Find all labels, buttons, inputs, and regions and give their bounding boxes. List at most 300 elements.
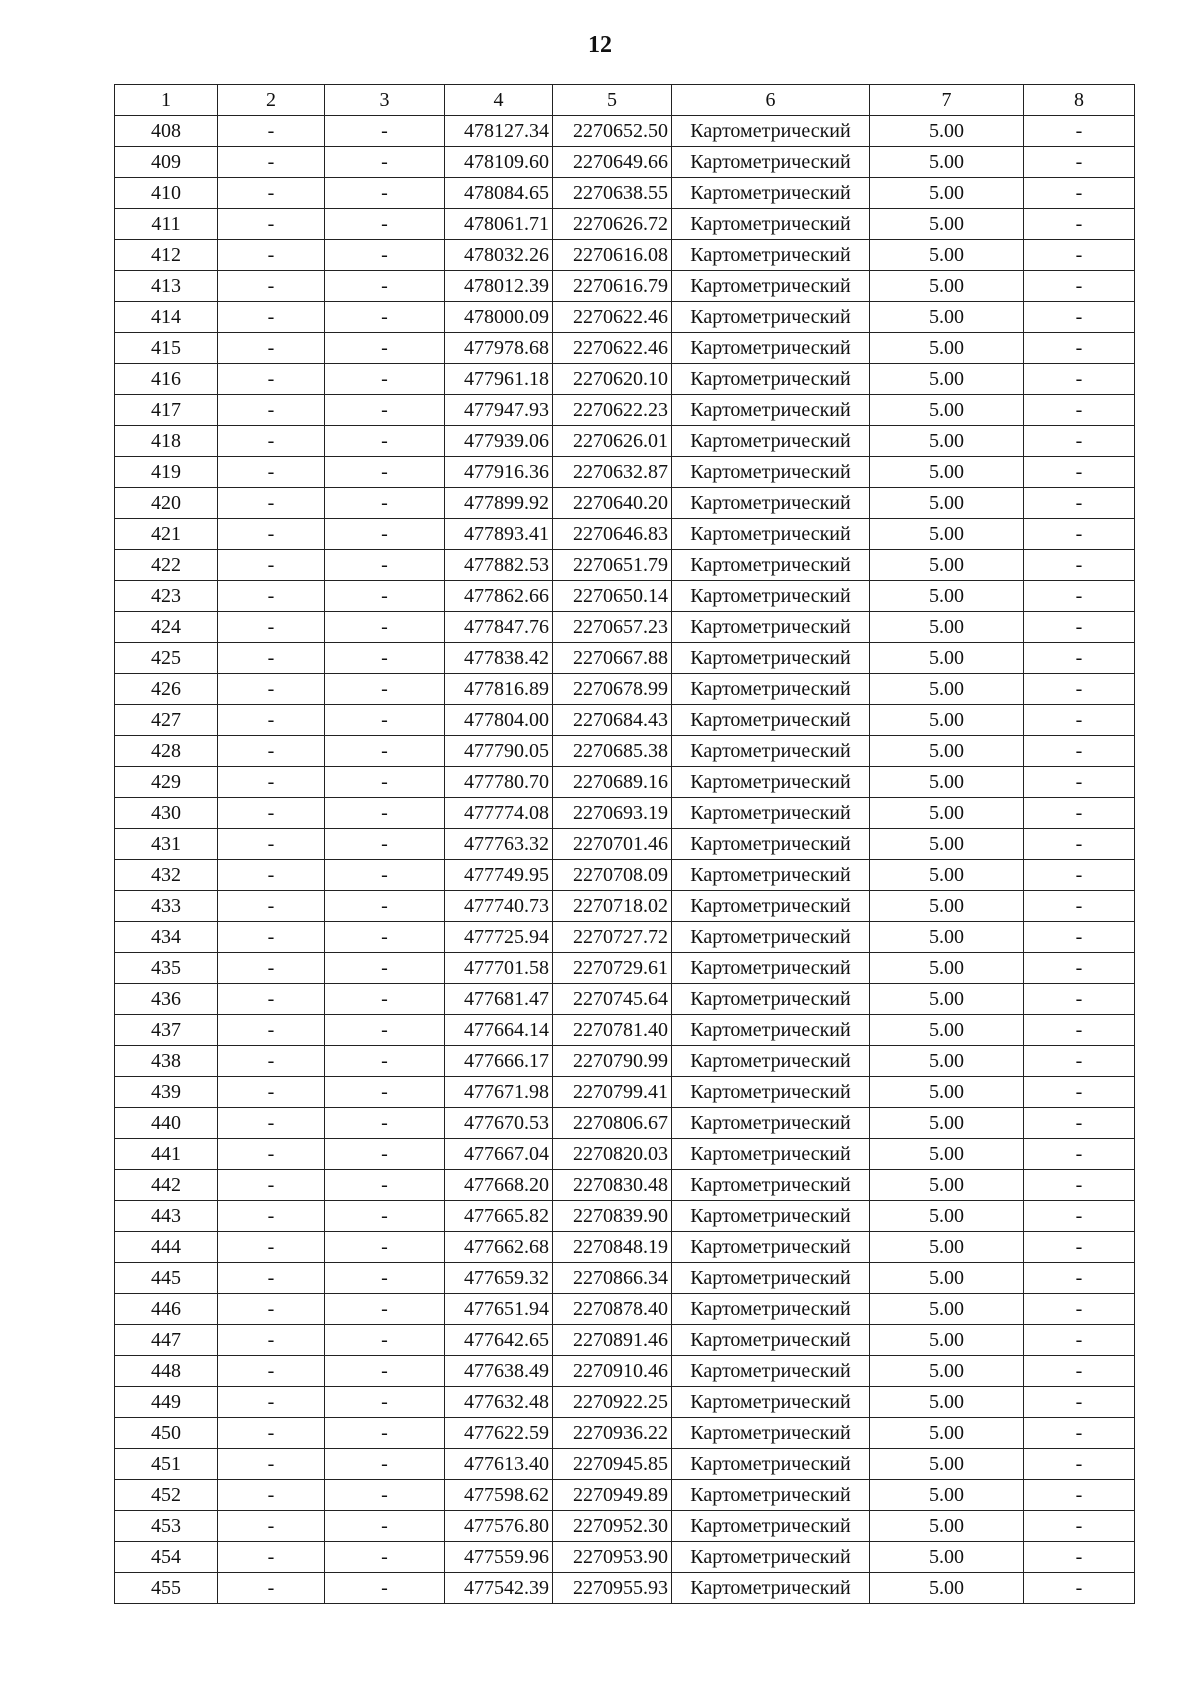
method-cell: Картометрический [672, 705, 870, 736]
y-coordinate-cell: 2270616.08 [553, 240, 672, 271]
col2-cell: - [218, 1325, 325, 1356]
col8-cell: - [1024, 302, 1135, 333]
point-number-cell: 423 [115, 581, 218, 612]
column-header-4: 4 [445, 85, 553, 116]
method-cell: Картометрический [672, 1573, 870, 1604]
col8-cell: - [1024, 643, 1135, 674]
table-row [115, 1139, 1135, 1170]
x-coordinate-cell: 477725.94 [445, 922, 553, 953]
x-coordinate-cell: 478061.71 [445, 209, 553, 240]
method-cell: Картометрический [672, 1077, 870, 1108]
col2-cell: - [218, 1263, 325, 1294]
col8-cell: - [1024, 209, 1135, 240]
accuracy-cell: 5.00 [870, 1201, 1024, 1232]
accuracy-cell: 5.00 [870, 457, 1024, 488]
accuracy-cell: 5.00 [870, 302, 1024, 333]
col2-cell: - [218, 1046, 325, 1077]
method-cell: Картометрический [672, 984, 870, 1015]
table-row [115, 1542, 1135, 1573]
col3-cell: - [325, 519, 445, 550]
table-row [115, 1480, 1135, 1511]
accuracy-cell: 5.00 [870, 767, 1024, 798]
y-coordinate-cell: 2270632.87 [553, 457, 672, 488]
x-coordinate-cell: 477659.32 [445, 1263, 553, 1294]
point-number-cell: 449 [115, 1387, 218, 1418]
col8-cell: - [1024, 922, 1135, 953]
x-coordinate-cell: 477701.58 [445, 953, 553, 984]
col2-cell: - [218, 395, 325, 426]
point-number-cell: 451 [115, 1449, 218, 1480]
y-coordinate-cell: 2270652.50 [553, 116, 672, 147]
col2-cell: - [218, 333, 325, 364]
x-coordinate-cell: 477632.48 [445, 1387, 553, 1418]
col8-cell: - [1024, 1139, 1135, 1170]
method-cell: Картометрический [672, 922, 870, 953]
col2-cell: - [218, 581, 325, 612]
col2-cell: - [218, 302, 325, 333]
x-coordinate-cell: 477576.80 [445, 1511, 553, 1542]
accuracy-cell: 5.00 [870, 891, 1024, 922]
x-coordinate-cell: 477622.59 [445, 1418, 553, 1449]
x-coordinate-cell: 477662.68 [445, 1232, 553, 1263]
point-number-cell: 427 [115, 705, 218, 736]
y-coordinate-cell: 2270684.43 [553, 705, 672, 736]
col8-cell: - [1024, 147, 1135, 178]
accuracy-cell: 5.00 [870, 1418, 1024, 1449]
y-coordinate-cell: 2270936.22 [553, 1418, 672, 1449]
point-number-cell: 419 [115, 457, 218, 488]
x-coordinate-cell: 477666.17 [445, 1046, 553, 1077]
accuracy-cell: 5.00 [870, 426, 1024, 457]
method-cell: Картометрический [672, 1170, 870, 1201]
table-row [115, 1263, 1135, 1294]
method-cell: Картометрический [672, 488, 870, 519]
x-coordinate-cell: 477774.08 [445, 798, 553, 829]
method-cell: Картометрический [672, 1325, 870, 1356]
col2-cell: - [218, 922, 325, 953]
col2-cell: - [218, 1449, 325, 1480]
table-row [115, 767, 1135, 798]
col2-cell: - [218, 178, 325, 209]
y-coordinate-cell: 2270657.23 [553, 612, 672, 643]
y-coordinate-cell: 2270650.14 [553, 581, 672, 612]
table-row [115, 922, 1135, 953]
point-number-cell: 421 [115, 519, 218, 550]
col2-cell: - [218, 953, 325, 984]
accuracy-cell: 5.00 [870, 829, 1024, 860]
x-coordinate-cell: 477947.93 [445, 395, 553, 426]
table-row [115, 705, 1135, 736]
col3-cell: - [325, 1542, 445, 1573]
accuracy-cell: 5.00 [870, 643, 1024, 674]
y-coordinate-cell: 2270626.01 [553, 426, 672, 457]
accuracy-cell: 5.00 [870, 1325, 1024, 1356]
table-row [115, 519, 1135, 550]
point-number-cell: 433 [115, 891, 218, 922]
method-cell: Картометрический [672, 1449, 870, 1480]
table-row [115, 674, 1135, 705]
table-row [115, 891, 1135, 922]
y-coordinate-cell: 2270689.16 [553, 767, 672, 798]
y-coordinate-cell: 2270891.46 [553, 1325, 672, 1356]
col3-cell: - [325, 860, 445, 891]
col2-cell: - [218, 1108, 325, 1139]
col3-cell: - [325, 271, 445, 302]
x-coordinate-cell: 477613.40 [445, 1449, 553, 1480]
col3-cell: - [325, 1356, 445, 1387]
col8-cell: - [1024, 953, 1135, 984]
point-number-cell: 429 [115, 767, 218, 798]
point-number-cell: 437 [115, 1015, 218, 1046]
point-number-cell: 442 [115, 1170, 218, 1201]
x-coordinate-cell: 477893.41 [445, 519, 553, 550]
point-number-cell: 435 [115, 953, 218, 984]
col8-cell: - [1024, 1108, 1135, 1139]
column-header-7: 7 [870, 85, 1024, 116]
accuracy-cell: 5.00 [870, 1170, 1024, 1201]
col8-cell: - [1024, 519, 1135, 550]
y-coordinate-cell: 2270910.46 [553, 1356, 672, 1387]
accuracy-cell: 5.00 [870, 860, 1024, 891]
col3-cell: - [325, 705, 445, 736]
method-cell: Картометрический [672, 147, 870, 178]
col3-cell: - [325, 1077, 445, 1108]
accuracy-cell: 5.00 [870, 581, 1024, 612]
col2-cell: - [218, 1542, 325, 1573]
accuracy-cell: 5.00 [870, 1387, 1024, 1418]
accuracy-cell: 5.00 [870, 1573, 1024, 1604]
accuracy-cell: 5.00 [870, 953, 1024, 984]
method-cell: Картометрический [672, 1263, 870, 1294]
y-coordinate-cell: 2270626.72 [553, 209, 672, 240]
y-coordinate-cell: 2270949.89 [553, 1480, 672, 1511]
table-row [115, 147, 1135, 178]
x-coordinate-cell: 477681.47 [445, 984, 553, 1015]
y-coordinate-cell: 2270729.61 [553, 953, 672, 984]
accuracy-cell: 5.00 [870, 1294, 1024, 1325]
y-coordinate-cell: 2270922.25 [553, 1387, 672, 1418]
x-coordinate-cell: 477899.92 [445, 488, 553, 519]
table-row [115, 860, 1135, 891]
x-coordinate-cell: 477763.32 [445, 829, 553, 860]
point-number-cell: 440 [115, 1108, 218, 1139]
method-cell: Картометрический [672, 767, 870, 798]
method-cell: Картометрический [672, 860, 870, 891]
col2-cell: - [218, 674, 325, 705]
point-number-cell: 412 [115, 240, 218, 271]
col3-cell: - [325, 829, 445, 860]
col2-cell: - [218, 1573, 325, 1604]
col3-cell: - [325, 1232, 445, 1263]
point-number-cell: 445 [115, 1263, 218, 1294]
col2-cell: - [218, 1511, 325, 1542]
accuracy-cell: 5.00 [870, 147, 1024, 178]
y-coordinate-cell: 2270640.20 [553, 488, 672, 519]
col8-cell: - [1024, 736, 1135, 767]
col8-cell: - [1024, 705, 1135, 736]
y-coordinate-cell: 2270945.85 [553, 1449, 672, 1480]
col8-cell: - [1024, 984, 1135, 1015]
x-coordinate-cell: 477542.39 [445, 1573, 553, 1604]
method-cell: Картометрический [672, 519, 870, 550]
point-number-cell: 424 [115, 612, 218, 643]
accuracy-cell: 5.00 [870, 922, 1024, 953]
col8-cell: - [1024, 612, 1135, 643]
table-body [115, 116, 1135, 1604]
col8-cell: - [1024, 1573, 1135, 1604]
y-coordinate-cell: 2270727.72 [553, 922, 672, 953]
col8-cell: - [1024, 1325, 1135, 1356]
col8-cell: - [1024, 674, 1135, 705]
point-number-cell: 444 [115, 1232, 218, 1263]
col2-cell: - [218, 1294, 325, 1325]
x-coordinate-cell: 478109.60 [445, 147, 553, 178]
accuracy-cell: 5.00 [870, 240, 1024, 271]
table-row [115, 1077, 1135, 1108]
table-row [115, 426, 1135, 457]
y-coordinate-cell: 2270799.41 [553, 1077, 672, 1108]
method-cell: Картометрический [672, 891, 870, 922]
col8-cell: - [1024, 550, 1135, 581]
table-row [115, 240, 1135, 271]
method-cell: Картометрический [672, 550, 870, 581]
y-coordinate-cell: 2270638.55 [553, 178, 672, 209]
col3-cell: - [325, 767, 445, 798]
point-number-cell: 447 [115, 1325, 218, 1356]
x-coordinate-cell: 477598.62 [445, 1480, 553, 1511]
method-cell: Картометрический [672, 271, 870, 302]
col3-cell: - [325, 1449, 445, 1480]
column-header-8: 8 [1024, 85, 1135, 116]
method-cell: Картометрический [672, 643, 870, 674]
table-row [115, 333, 1135, 364]
col8-cell: - [1024, 333, 1135, 364]
accuracy-cell: 5.00 [870, 1015, 1024, 1046]
table-row [115, 209, 1135, 240]
point-number-cell: 441 [115, 1139, 218, 1170]
x-coordinate-cell: 477664.14 [445, 1015, 553, 1046]
col2-cell: - [218, 271, 325, 302]
accuracy-cell: 5.00 [870, 984, 1024, 1015]
col2-cell: - [218, 1015, 325, 1046]
accuracy-cell: 5.00 [870, 395, 1024, 426]
x-coordinate-cell: 477780.70 [445, 767, 553, 798]
accuracy-cell: 5.00 [870, 736, 1024, 767]
x-coordinate-cell: 477671.98 [445, 1077, 553, 1108]
method-cell: Картометрический [672, 953, 870, 984]
table-row [115, 1201, 1135, 1232]
col2-cell: - [218, 860, 325, 891]
col8-cell: - [1024, 1480, 1135, 1511]
method-cell: Картометрический [672, 209, 870, 240]
y-coordinate-cell: 2270866.34 [553, 1263, 672, 1294]
col8-cell: - [1024, 1356, 1135, 1387]
method-cell: Картометрический [672, 674, 870, 705]
col2-cell: - [218, 1077, 325, 1108]
col8-cell: - [1024, 1449, 1135, 1480]
point-number-cell: 452 [115, 1480, 218, 1511]
table-row [115, 1108, 1135, 1139]
col8-cell: - [1024, 457, 1135, 488]
x-coordinate-cell: 477749.95 [445, 860, 553, 891]
point-number-cell: 418 [115, 426, 218, 457]
x-coordinate-cell: 477816.89 [445, 674, 553, 705]
col8-cell: - [1024, 1511, 1135, 1542]
table-row [115, 1511, 1135, 1542]
table-row [115, 302, 1135, 333]
accuracy-cell: 5.00 [870, 1232, 1024, 1263]
method-cell: Картометрический [672, 829, 870, 860]
col3-cell: - [325, 333, 445, 364]
x-coordinate-cell: 477961.18 [445, 364, 553, 395]
point-number-cell: 428 [115, 736, 218, 767]
y-coordinate-cell: 2270848.19 [553, 1232, 672, 1263]
method-cell: Картометрический [672, 1418, 870, 1449]
x-coordinate-cell: 477939.06 [445, 426, 553, 457]
y-coordinate-cell: 2270622.46 [553, 302, 672, 333]
y-coordinate-cell: 2270878.40 [553, 1294, 672, 1325]
method-cell: Картометрический [672, 1480, 870, 1511]
col8-cell: - [1024, 829, 1135, 860]
accuracy-cell: 5.00 [870, 178, 1024, 209]
col8-cell: - [1024, 1077, 1135, 1108]
col3-cell: - [325, 1263, 445, 1294]
method-cell: Картометрический [672, 1201, 870, 1232]
col3-cell: - [325, 674, 445, 705]
table-row [115, 984, 1135, 1015]
accuracy-cell: 5.00 [870, 1356, 1024, 1387]
method-cell: Картометрический [672, 457, 870, 488]
point-number-cell: 436 [115, 984, 218, 1015]
x-coordinate-cell: 478127.34 [445, 116, 553, 147]
y-coordinate-cell: 2270708.09 [553, 860, 672, 891]
col8-cell: - [1024, 395, 1135, 426]
x-coordinate-cell: 477559.96 [445, 1542, 553, 1573]
col8-cell: - [1024, 1170, 1135, 1201]
method-cell: Картометрический [672, 1046, 870, 1077]
col2-cell: - [218, 457, 325, 488]
x-coordinate-cell: 477790.05 [445, 736, 553, 767]
method-cell: Картометрический [672, 1387, 870, 1418]
accuracy-cell: 5.00 [870, 674, 1024, 705]
column-header-6: 6 [672, 85, 870, 116]
point-number-cell: 420 [115, 488, 218, 519]
accuracy-cell: 5.00 [870, 798, 1024, 829]
accuracy-cell: 5.00 [870, 488, 1024, 519]
column-header-3: 3 [325, 85, 445, 116]
y-coordinate-cell: 2270955.93 [553, 1573, 672, 1604]
method-cell: Картометрический [672, 1294, 870, 1325]
point-number-cell: 439 [115, 1077, 218, 1108]
col8-cell: - [1024, 426, 1135, 457]
y-coordinate-cell: 2270649.66 [553, 147, 672, 178]
col2-cell: - [218, 736, 325, 767]
point-number-cell: 416 [115, 364, 218, 395]
method-cell: Картометрический [672, 1015, 870, 1046]
col2-cell: - [218, 1232, 325, 1263]
accuracy-cell: 5.00 [870, 1046, 1024, 1077]
col3-cell: - [325, 984, 445, 1015]
accuracy-cell: 5.00 [870, 1542, 1024, 1573]
col2-cell: - [218, 1480, 325, 1511]
col2-cell: - [218, 984, 325, 1015]
col8-cell: - [1024, 767, 1135, 798]
y-coordinate-cell: 2270685.38 [553, 736, 672, 767]
point-number-cell: 432 [115, 860, 218, 891]
point-number-cell: 443 [115, 1201, 218, 1232]
point-number-cell: 411 [115, 209, 218, 240]
y-coordinate-cell: 2270806.67 [553, 1108, 672, 1139]
point-number-cell: 413 [115, 271, 218, 302]
column-header-5: 5 [553, 85, 672, 116]
col3-cell: - [325, 922, 445, 953]
y-coordinate-cell: 2270678.99 [553, 674, 672, 705]
method-cell: Картометрический [672, 612, 870, 643]
y-coordinate-cell: 2270820.03 [553, 1139, 672, 1170]
table-row [115, 1325, 1135, 1356]
col3-cell: - [325, 643, 445, 674]
column-header-2: 2 [218, 85, 325, 116]
y-coordinate-cell: 2270622.23 [553, 395, 672, 426]
x-coordinate-cell: 477740.73 [445, 891, 553, 922]
method-cell: Картометрический [672, 736, 870, 767]
table-row [115, 1356, 1135, 1387]
x-coordinate-cell: 477670.53 [445, 1108, 553, 1139]
col2-cell: - [218, 829, 325, 860]
method-cell: Картометрический [672, 178, 870, 209]
point-number-cell: 454 [115, 1542, 218, 1573]
col3-cell: - [325, 426, 445, 457]
col8-cell: - [1024, 364, 1135, 395]
col3-cell: - [325, 953, 445, 984]
col8-cell: - [1024, 488, 1135, 519]
x-coordinate-cell: 477916.36 [445, 457, 553, 488]
col8-cell: - [1024, 1232, 1135, 1263]
point-number-cell: 446 [115, 1294, 218, 1325]
point-number-cell: 430 [115, 798, 218, 829]
col8-cell: - [1024, 1387, 1135, 1418]
method-cell: Картометрический [672, 1542, 870, 1573]
accuracy-cell: 5.00 [870, 612, 1024, 643]
col8-cell: - [1024, 1542, 1135, 1573]
y-coordinate-cell: 2270953.90 [553, 1542, 672, 1573]
table-row [115, 395, 1135, 426]
method-cell: Картометрический [672, 581, 870, 612]
col3-cell: - [325, 550, 445, 581]
col8-cell: - [1024, 581, 1135, 612]
col2-cell: - [218, 364, 325, 395]
col2-cell: - [218, 705, 325, 736]
y-coordinate-cell: 2270667.88 [553, 643, 672, 674]
table-row [115, 364, 1135, 395]
method-cell: Картометрический [672, 1232, 870, 1263]
col8-cell: - [1024, 860, 1135, 891]
accuracy-cell: 5.00 [870, 1480, 1024, 1511]
col2-cell: - [218, 798, 325, 829]
table-row [115, 798, 1135, 829]
table-row [115, 1573, 1135, 1604]
x-coordinate-cell: 478032.26 [445, 240, 553, 271]
table-row [115, 1418, 1135, 1449]
accuracy-cell: 5.00 [870, 1263, 1024, 1294]
y-coordinate-cell: 2270790.99 [553, 1046, 672, 1077]
method-cell: Картометрический [672, 240, 870, 271]
col3-cell: - [325, 798, 445, 829]
accuracy-cell: 5.00 [870, 1511, 1024, 1542]
x-coordinate-cell: 477665.82 [445, 1201, 553, 1232]
table-row [115, 1232, 1135, 1263]
point-number-cell: 448 [115, 1356, 218, 1387]
